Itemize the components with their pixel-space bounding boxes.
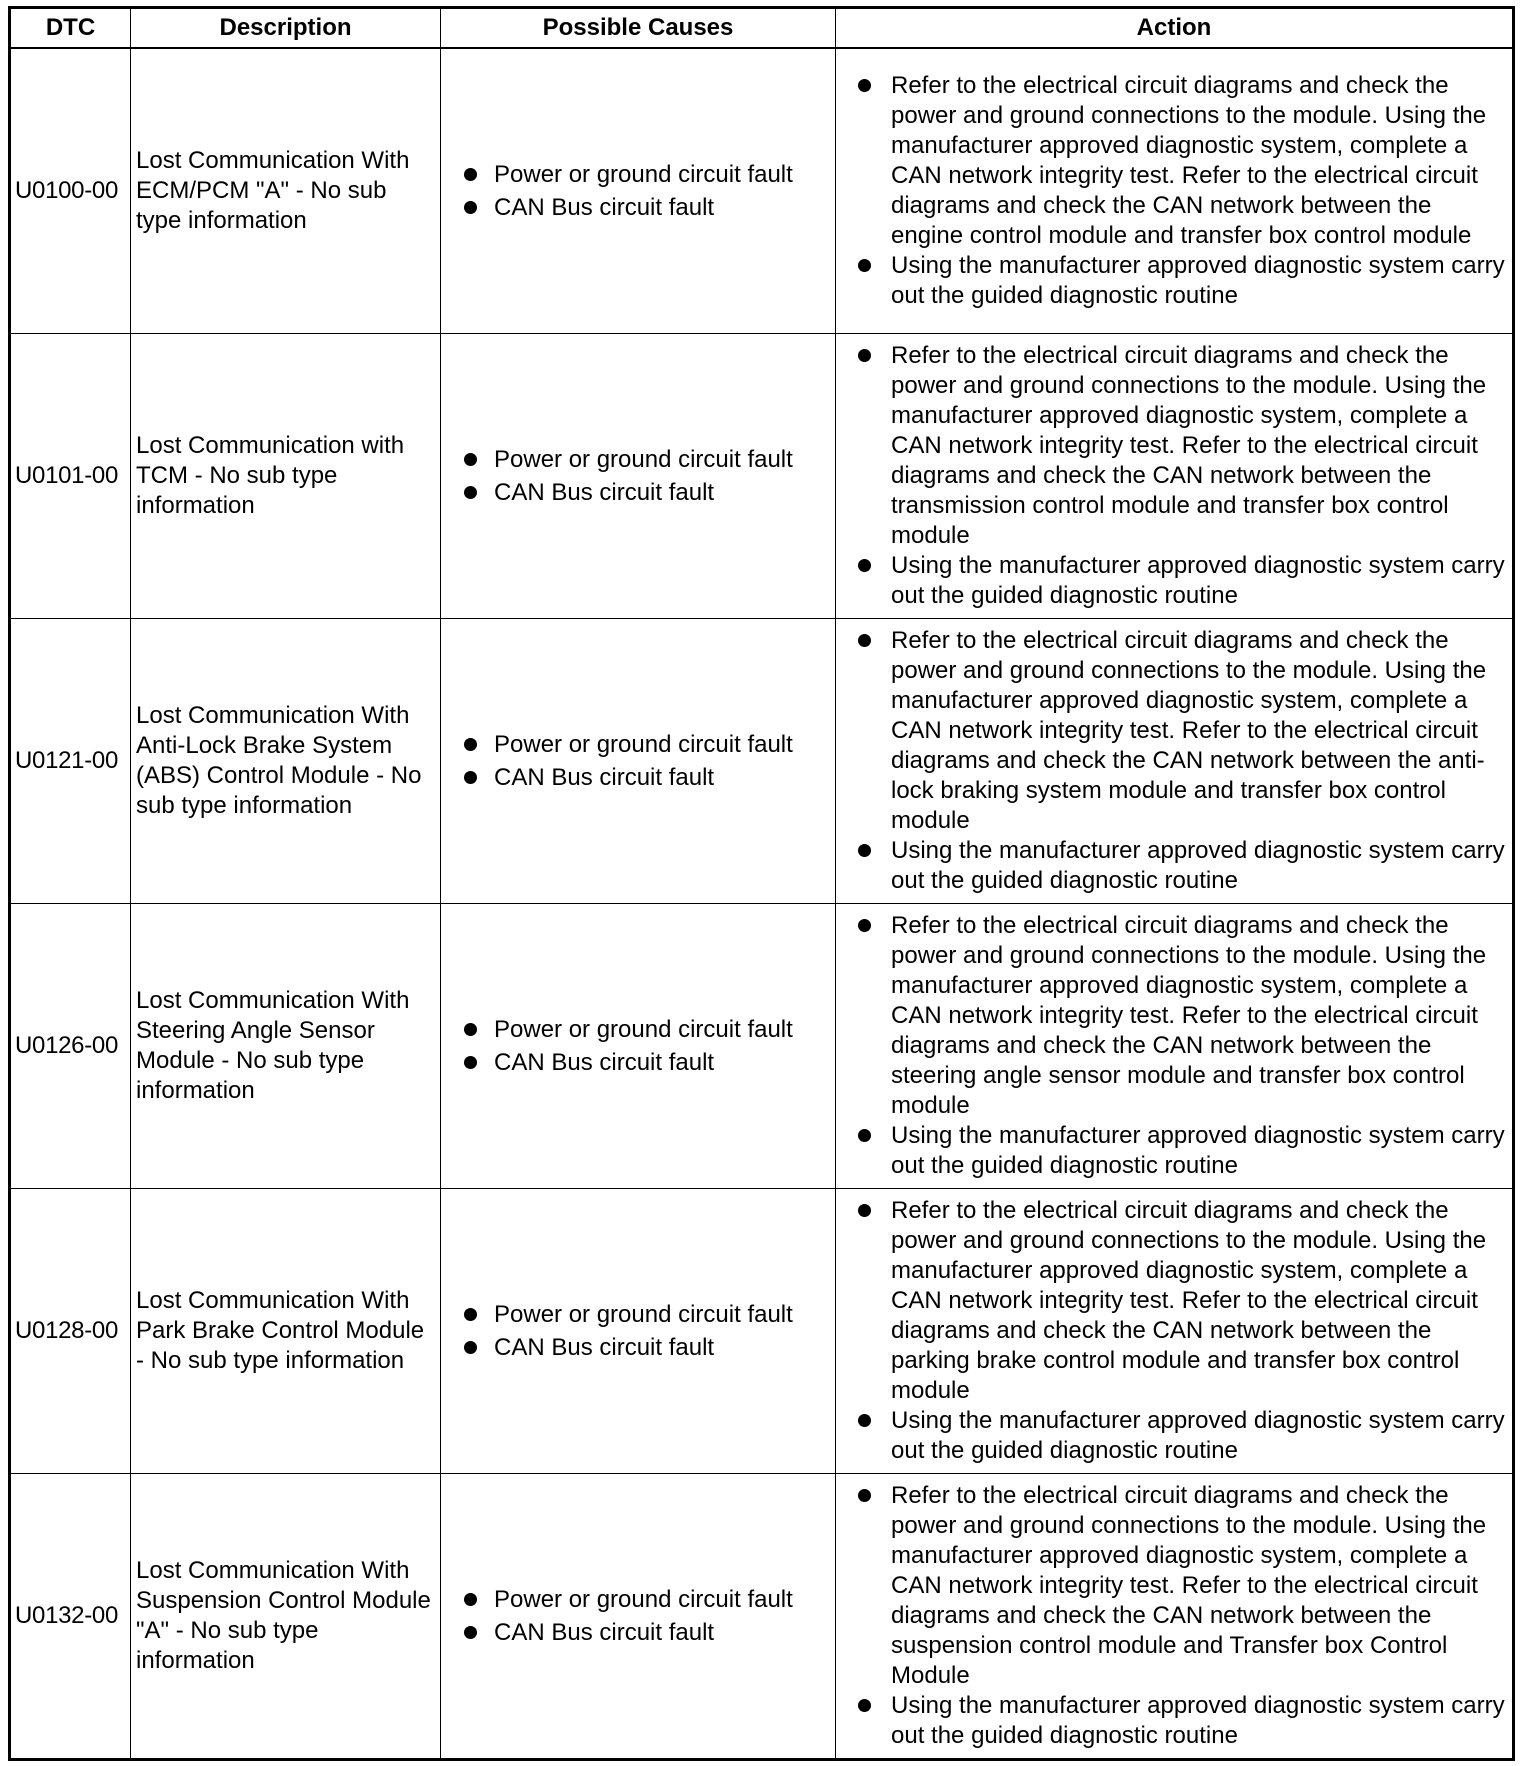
action-item: Refer to the electrical circuit diagrams and check the power and ground connections to the module. Using the manufacturer approved diagnostic system, complete a CAN network integrity test. Refer to the electrical circuit diagrams and check the CAN network between the steering angle sensor module and transfer box control module [858,911,1508,1121]
action-item: Refer to the electrical circuit diagrams and check the power and ground connections to the module. Using the manufacturer approved diagnostic system, complete a CAN network integrity test. Refer to the electrical circuit diagrams and check the CAN network between the parking brake control module and transfer box control module [858,1196,1508,1406]
cause-item: CAN Bus circuit fault [461,1331,835,1364]
header-action: Action [836,8,1514,49]
table-row [10,1189,1514,1474]
dtc-description: Lost Communication With Suspension Control Module "A" - No sub type information [131,1474,441,1760]
possible-causes [441,1474,836,1760]
cause-item: Power or ground circuit fault [461,1583,835,1616]
dtc-code: U0126-00 [10,904,131,1189]
action-item: Refer to the electrical circuit diagrams and check the power and ground connections to the module. Using the manufacturer approved diagnostic system, complete a CAN network integrity test. Refer to the electrical circuit diagrams and check the CAN network between the engine control module and transfer box control module [858,71,1508,251]
cause-item: CAN Bus circuit fault [461,761,835,794]
dtc-description: Lost Communication with TCM - No sub type information [131,334,441,619]
actions [836,334,1514,619]
action-item: Refer to the electrical circuit diagrams and check the power and ground connections to the module. Using the manufacturer approved diagnostic system, complete a CAN network integrity test. Refer to the electrical circuit diagrams and check the CAN network between the anti-lock braking system module and transfer box control module [858,626,1508,836]
possible-causes [441,904,836,1189]
dtc-table [8,6,1515,1761]
header-dtc: DTC [10,8,131,49]
action-item: Using the manufacturer approved diagnostic system carry out the guided diagnostic routine [858,1406,1508,1466]
cause-item: CAN Bus circuit fault [461,476,835,509]
table-row [10,904,1514,1189]
dtc-code: U0101-00 [10,334,131,619]
possible-causes [441,1189,836,1474]
possible-causes [441,48,836,334]
actions [836,619,1514,904]
cause-item: Power or ground circuit fault [461,443,835,476]
dtc-table-container [8,6,1512,1761]
table-row [10,48,1514,334]
cause-item: CAN Bus circuit fault [461,1616,835,1649]
possible-causes [441,334,836,619]
action-item: Using the manufacturer approved diagnostic system carry out the guided diagnostic routine [858,836,1508,896]
actions [836,904,1514,1189]
dtc-code: U0100-00 [10,48,131,334]
dtc-description: Lost Communication With Steering Angle Sensor Module - No sub type information [131,904,441,1189]
header-possible-causes: Possible Causes [441,8,836,49]
action-item: Refer to the electrical circuit diagrams and check the power and ground connections to the module. Using the manufacturer approved diagnostic system, complete a CAN network integrity test. Refer to the electrical circuit diagrams and check the CAN network between the suspension control module and Transfer box Control Module [858,1481,1508,1691]
action-item: Using the manufacturer approved diagnostic system carry out the guided diagnostic routine [858,1121,1508,1181]
dtc-code: U0128-00 [10,1189,131,1474]
action-item: Using the manufacturer approved diagnostic system carry out the guided diagnostic routine [858,1691,1508,1751]
cause-item: CAN Bus circuit fault [461,191,835,224]
cause-item: Power or ground circuit fault [461,158,835,191]
table-header-row [10,8,1514,49]
actions [836,1474,1514,1760]
dtc-description: Lost Communication With Anti-Lock Brake System (ABS) Control Module - No sub type information [131,619,441,904]
dtc-code: U0132-00 [10,1474,131,1760]
possible-causes [441,619,836,904]
cause-item: Power or ground circuit fault [461,1013,835,1046]
action-item: Refer to the electrical circuit diagrams and check the power and ground connections to the module. Using the manufacturer approved diagnostic system, complete a CAN network integrity test. Refer to the electrical circuit diagrams and check the CAN network between the transmission control module and transfer box control module [858,341,1508,551]
table-row [10,619,1514,904]
actions [836,48,1514,334]
cause-item: Power or ground circuit fault [461,728,835,761]
actions [836,1189,1514,1474]
table-row [10,334,1514,619]
cause-item: CAN Bus circuit fault [461,1046,835,1079]
cause-item: Power or ground circuit fault [461,1298,835,1331]
dtc-description: Lost Communication With ECM/PCM "A" - No sub type information [131,48,441,334]
dtc-description: Lost Communication With Park Brake Control Module - No sub type information [131,1189,441,1474]
action-item: Using the manufacturer approved diagnostic system carry out the guided diagnostic routine [858,551,1508,611]
action-item: Using the manufacturer approved diagnostic system carry out the guided diagnostic routine [858,251,1508,311]
header-description: Description [131,8,441,49]
dtc-code: U0121-00 [10,619,131,904]
table-row [10,1474,1514,1760]
